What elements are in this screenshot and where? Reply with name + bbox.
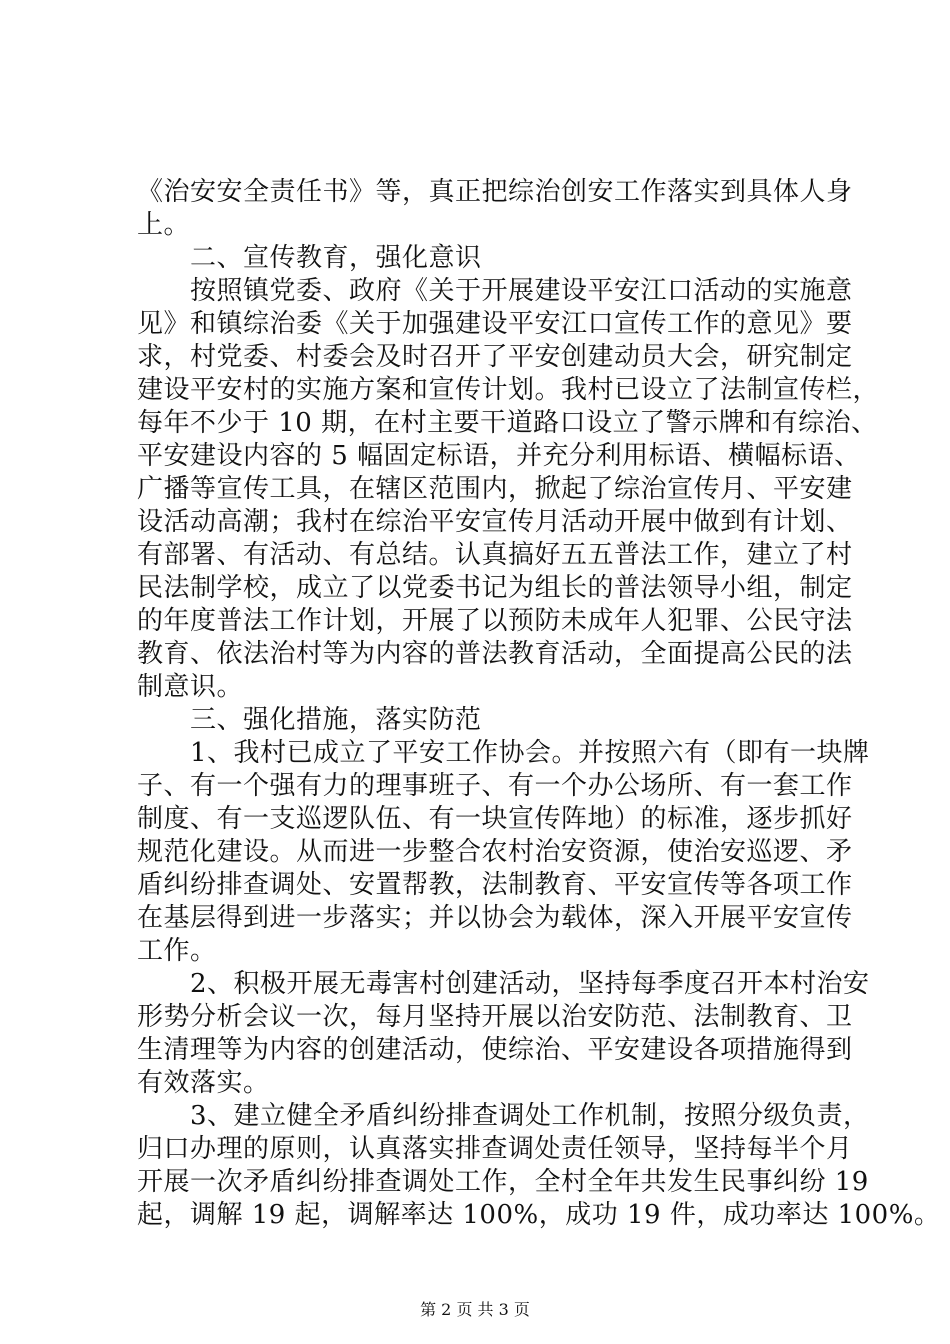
section-heading: 三、强化措施，落实防范 [137,705,482,735]
text-line: 有部署、有活动、有总结。认真搞好五五普法工作，建立了村 [137,540,853,570]
text-line: 《治安安全责任书》等，真正把综治创安工作落实到具体人身 [137,177,853,207]
text-line: 盾纠纷排查调处、安置帮教，法制教育、平安宣传等各项工作 [137,870,853,900]
text-line: 工作。 [137,936,217,966]
text-line: 建设平安村的实施方案和宣传计划。我村已设立了法制宣传栏， [137,375,880,405]
text-line: 每年不少于 10 期，在村主要干道路口设立了警示牌和有综治、 [137,408,878,438]
text-line: 子、有一个强有力的理事班子、有一个办公场所、有一套工作 [137,771,853,801]
text-line: 1、我村已成立了平安工作协会。并按照六有（即有一块牌 [137,738,870,768]
text-line: 按照镇党委、政府《关于开展建设平安江口活动的实施意 [137,276,853,306]
text-line: 平安建设内容的 5 幅固定标语，并充分利用标语、横幅标语、 [137,441,861,471]
text-line: 归口办理的原则，认真落实排查调处责任领导，坚持每半个月 [137,1134,853,1164]
text-line: 生清理等为内容的创建活动，使综治、平安建设各项措施得到 [137,1035,853,1065]
text-line: 广播等宣传工具，在辖区范围内，掀起了综治宣传月、平安建 [137,474,853,504]
text-line: 见》和镇综治委《关于加强建设平安江口宣传工作的意见》要 [137,309,853,339]
text-line: 上。 [137,210,191,240]
text-line: 民法制学校，成立了以党委书记为组长的普法领导小组，制定 [137,573,853,603]
text-line: 2、积极开展无毒害村创建活动，坚持每季度召开本村治安 [137,969,870,999]
text-line: 3、建立健全矛盾纠纷排查调处工作机制，按照分级负责， [137,1101,870,1131]
text-line: 设活动高潮；我村在综治平安宣传月活动开展中做到有计划、 [137,507,853,537]
text-line: 起，调解 19 起，调解率达 100%，成功 19 件，成功率达 100%。 [137,1200,941,1230]
text-line: 制度、有一支巡逻队伍、有一块宣传阵地）的标准，逐步抓好 [137,804,853,834]
text-line: 教育、依法治村等为内容的普法教育活动，全面提高公民的法 [137,639,853,669]
page-footer: 第 2 页 共 3 页 [420,1300,530,1319]
text-line: 的年度普法工作计划，开展了以预防未成年人犯罪、公民守法 [137,606,853,636]
text-line: 规范化建设。从而进一步整合农村治安资源，使治安巡逻、矛 [137,837,853,867]
text-line: 形势分析会议一次，每月坚持开展以治安防范、法制教育、卫 [137,1002,853,1032]
text-line: 求，村党委、村委会及时召开了平安创建动员大会，研究制定 [137,342,853,372]
section-heading: 二、宣传教育，强化意识 [137,243,482,273]
text-line: 制意识。 [137,672,244,702]
text-line: 有效落实。 [137,1068,270,1098]
text-line: 开展一次矛盾纠纷排查调处工作，全村全年共发生民事纠纷 19 [137,1167,869,1197]
text-line: 在基层得到进一步落实；并以协会为载体，深入开展平安宣传 [137,903,853,933]
